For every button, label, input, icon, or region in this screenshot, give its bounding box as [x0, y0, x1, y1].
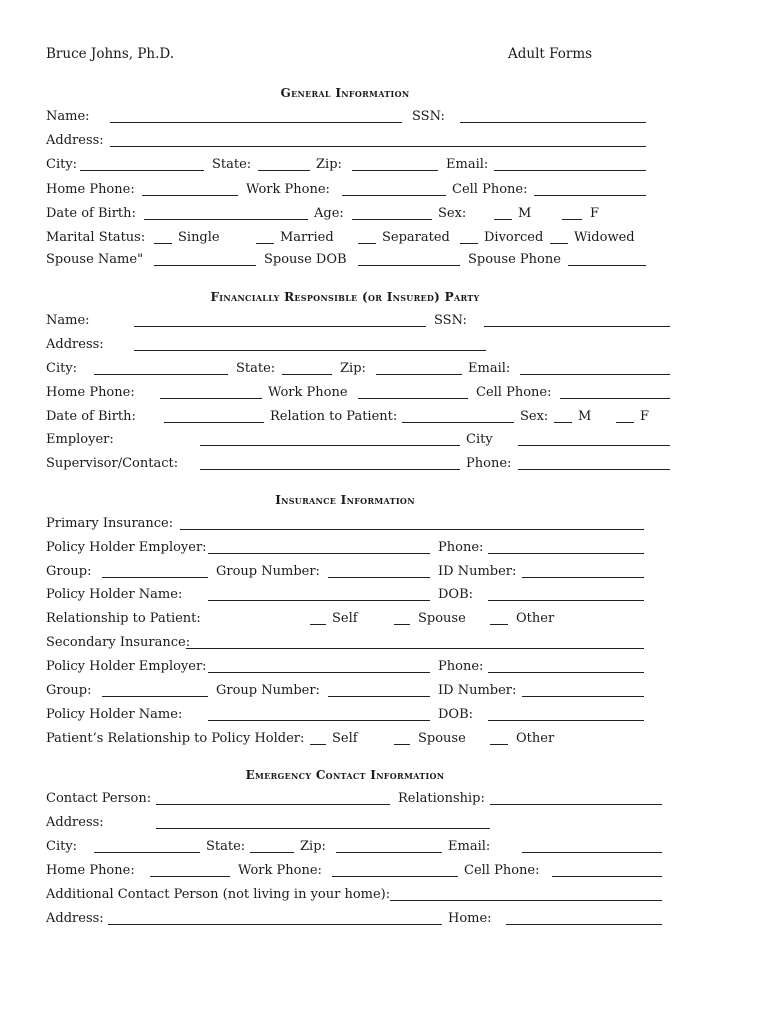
financial-supervisor-row — [46, 453, 670, 475]
contact-address-field[interactable] — [156, 828, 490, 829]
contact-city-field[interactable] — [94, 852, 200, 853]
contact-state-field[interactable] — [250, 852, 294, 853]
fin-sex-m-checkbox[interactable] — [554, 422, 572, 423]
label-fin-home-phone: Home Phone: — [46, 385, 135, 400]
ins-primary-holder-row — [46, 584, 670, 606]
primary-employer-field[interactable] — [208, 553, 430, 554]
secondary-dob-field[interactable] — [488, 720, 644, 721]
label-sex: Sex: — [438, 206, 467, 221]
author-name: Bruce Johns, Ph.D. — [46, 46, 175, 62]
label-fin-ssn: SSN: — [434, 313, 467, 328]
label-fin-address: Address: — [46, 337, 104, 352]
general-address-row — [46, 130, 670, 152]
financial-city-row — [46, 358, 670, 380]
label-fin-sex: Sex: — [520, 409, 549, 424]
label-secondary-self: Self — [332, 731, 358, 746]
primary-group-number-field[interactable] — [328, 577, 430, 578]
contact-relationship-field[interactable] — [490, 804, 662, 805]
general-city-row — [46, 154, 670, 176]
fin-relation-field[interactable] — [402, 422, 514, 423]
label-fin-work-phone: Work Phone — [268, 385, 348, 400]
label-primary-self: Self — [332, 611, 358, 626]
label-primary-id-number: ID Number: — [438, 564, 517, 579]
label-spouse-dob: Spouse DOB — [264, 252, 347, 267]
emergency-phone-row — [46, 860, 670, 882]
marital-single-checkbox[interactable] — [154, 243, 172, 244]
fin-name-field[interactable] — [134, 326, 426, 327]
label-secondary-other: Other — [516, 731, 555, 746]
label-contact-state: State: — [206, 839, 246, 854]
contact-cell-phone-field[interactable] — [552, 876, 662, 877]
primary-group-field[interactable] — [102, 577, 208, 578]
label-contact-home-phone: Home Phone: — [46, 863, 135, 878]
label-name: Name: — [46, 109, 90, 124]
secondary-insurance-field[interactable] — [186, 648, 644, 649]
label-fin-sex-f: F — [640, 409, 650, 424]
emergency-additional-row — [46, 884, 670, 906]
marital-divorced-checkbox[interactable] — [460, 243, 478, 244]
emergency-city-row — [46, 836, 670, 858]
address-field[interactable] — [110, 146, 646, 147]
label-secondary-phone: Phone: — [438, 659, 484, 674]
supervisor-phone-field[interactable] — [518, 469, 670, 470]
label-primary-group-number: Group Number: — [216, 564, 320, 579]
label-city: City: — [46, 157, 78, 172]
ins-primary-employer-row — [46, 537, 670, 559]
ssn-field[interactable] — [460, 122, 646, 123]
ins-secondary-holder-row — [46, 704, 670, 726]
primary-holder-field[interactable] — [208, 600, 430, 601]
contact-home-phone-field[interactable] — [150, 876, 230, 877]
label-supervisor-phone: Phone: — [466, 456, 512, 471]
city-field[interactable] — [80, 170, 204, 171]
label-spouse-phone: Spouse Phone — [468, 252, 561, 267]
label-additional-address: Address: — [46, 911, 104, 926]
fin-ssn-field[interactable] — [484, 326, 670, 327]
cell-phone-field[interactable] — [534, 195, 646, 196]
spouse-dob-field[interactable] — [358, 265, 460, 266]
label-fin-email: Email: — [468, 361, 511, 376]
label-separated: Separated — [382, 230, 450, 245]
fin-dob-field[interactable] — [164, 422, 264, 423]
label-secondary-holder: Policy Holder Name: — [46, 707, 183, 722]
name-field[interactable] — [110, 122, 402, 123]
primary-phone-field[interactable] — [488, 553, 644, 554]
label-primary-employer: Policy Holder Employer: — [46, 540, 207, 555]
secondary-employer-field[interactable] — [208, 672, 430, 673]
label-contact-email: Email: — [448, 839, 491, 854]
label-fin-sex-m: M — [578, 409, 592, 424]
fin-zip-field[interactable] — [376, 374, 462, 375]
age-field[interactable] — [352, 219, 432, 220]
form-title: Adult Forms — [508, 46, 593, 62]
state-field[interactable] — [258, 170, 310, 171]
work-phone-field[interactable] — [342, 195, 446, 196]
label-fin-city: City: — [46, 361, 78, 376]
section-heading-emergency: Emergency Contact Information — [245, 768, 445, 782]
spouse-name-field[interactable] — [154, 265, 256, 266]
marital-separated-checkbox[interactable] — [358, 243, 376, 244]
section-heading-general: General Information — [280, 86, 410, 100]
label-secondary-group: Group: — [46, 683, 92, 698]
label-widowed: Widowed — [574, 230, 635, 245]
label-fin-relation: Relation to Patient: — [270, 409, 398, 424]
secondary-group-field[interactable] — [102, 696, 208, 697]
label-fin-cell-phone: Cell Phone: — [476, 385, 552, 400]
label-additional-home: Home: — [448, 911, 492, 926]
label-age: Age: — [314, 206, 344, 221]
label-secondary-spouse: Spouse — [418, 731, 466, 746]
label-contact-person: Contact Person: — [46, 791, 152, 806]
label-contact-city: City: — [46, 839, 78, 854]
ins-secondary-row — [46, 632, 670, 654]
label-primary-spouse: Spouse — [418, 611, 466, 626]
label-fin-dob: Date of Birth: — [46, 409, 136, 424]
secondary-id-number-field[interactable] — [522, 696, 644, 697]
label-email: Email: — [446, 157, 489, 172]
ins-primary-row — [46, 513, 670, 535]
label-address: Address: — [46, 133, 104, 148]
label-contact-cell-phone: Cell Phone: — [464, 863, 540, 878]
secondary-other-checkbox[interactable] — [490, 744, 508, 745]
label-contact-relationship: Relationship: — [398, 791, 485, 806]
spouse-phone-field[interactable] — [568, 265, 646, 266]
ins-secondary-relationship-row — [46, 728, 670, 750]
label-marital: Marital Status: — [46, 230, 146, 245]
secondary-group-number-field[interactable] — [328, 696, 430, 697]
label-additional-contact: Additional Contact Person (not living in your home): — [46, 887, 391, 902]
label-zip: Zip: — [316, 157, 342, 172]
sex-f-checkbox[interactable] — [562, 219, 582, 220]
primary-spouse-checkbox[interactable] — [394, 624, 410, 625]
general-dob-row — [46, 203, 670, 225]
email-field[interactable] — [494, 170, 646, 171]
label-state: State: — [212, 157, 252, 172]
label-contact-work-phone: Work Phone: — [238, 863, 322, 878]
secondary-self-checkbox[interactable] — [310, 744, 326, 745]
label-primary-insurance: Primary Insurance: — [46, 516, 174, 531]
marital-married-checkbox[interactable] — [256, 243, 274, 244]
primary-insurance-field[interactable] — [180, 529, 644, 530]
label-home-phone: Home Phone: — [46, 182, 135, 197]
section-heading-insurance: Insurance Information — [275, 493, 415, 507]
label-sex-f: F — [590, 206, 600, 221]
home-phone-field[interactable] — [142, 195, 238, 196]
fin-city-field[interactable] — [94, 374, 228, 375]
emergency-address-row — [46, 812, 670, 834]
fin-email-field[interactable] — [520, 374, 670, 375]
label-fin-state: State: — [236, 361, 276, 376]
marital-widowed-checkbox[interactable] — [550, 243, 568, 244]
sex-m-checkbox[interactable] — [494, 219, 512, 220]
primary-other-checkbox[interactable] — [490, 624, 508, 625]
ins-secondary-group-row — [46, 680, 670, 702]
label-secondary-group-number: Group Number: — [216, 683, 320, 698]
financial-name-row — [46, 310, 670, 332]
primary-id-number-field[interactable] — [522, 577, 644, 578]
label-cell-phone: Cell Phone: — [452, 182, 528, 197]
section-heading-financial: Financially Responsible (or Insured) Party — [210, 290, 480, 304]
employer-city-field[interactable] — [518, 445, 670, 446]
general-spouse-row — [46, 249, 670, 271]
secondary-spouse-checkbox[interactable] — [394, 744, 410, 745]
label-patient-relationship: Patient’s Relationship to Policy Holder: — [46, 731, 305, 746]
label-married: Married — [280, 230, 334, 245]
additional-contact-field[interactable] — [390, 900, 662, 901]
primary-dob-field[interactable] — [488, 600, 644, 601]
contact-zip-field[interactable] — [336, 852, 442, 853]
additional-address-field[interactable] — [108, 924, 442, 925]
fin-work-phone-field[interactable] — [358, 398, 468, 399]
label-contact-address: Address: — [46, 815, 104, 830]
label-single: Single — [178, 230, 220, 245]
label-primary-phone: Phone: — [438, 540, 484, 555]
additional-home-field[interactable] — [506, 924, 662, 925]
label-fin-zip: Zip: — [340, 361, 366, 376]
general-name-row — [46, 106, 670, 128]
primary-self-checkbox[interactable] — [310, 624, 326, 625]
emergency-additional-address-row — [46, 908, 670, 930]
financial-address-row — [46, 334, 670, 356]
label-divorced: Divorced — [484, 230, 544, 245]
label-primary-relationship: Relationship to Patient: — [46, 611, 201, 626]
contact-person-field[interactable] — [156, 804, 390, 805]
label-work-phone: Work Phone: — [246, 182, 330, 197]
fin-address-field[interactable] — [134, 350, 486, 351]
secondary-phone-field[interactable] — [488, 672, 644, 673]
label-employer-city: City — [466, 432, 493, 447]
label-spouse-name: Spouse Name" — [46, 252, 144, 267]
financial-employer-row — [46, 429, 670, 451]
label-primary-dob: DOB: — [438, 587, 474, 602]
supervisor-field[interactable] — [200, 469, 460, 470]
label-employer: Employer: — [46, 432, 114, 447]
fin-home-phone-field[interactable] — [160, 398, 262, 399]
label-supervisor: Supervisor/Contact: — [46, 456, 179, 471]
label-dob: Date of Birth: — [46, 206, 136, 221]
contact-email-field[interactable] — [522, 852, 662, 853]
emergency-contact-row — [46, 788, 670, 810]
ins-primary-relationship-row — [46, 608, 670, 630]
secondary-holder-field[interactable] — [208, 720, 430, 721]
zip-field[interactable] — [352, 170, 438, 171]
label-secondary-employer: Policy Holder Employer: — [46, 659, 207, 674]
label-primary-group: Group: — [46, 564, 92, 579]
employer-field[interactable] — [200, 445, 460, 446]
ins-secondary-employer-row — [46, 656, 670, 678]
fin-state-field[interactable] — [282, 374, 332, 375]
dob-field[interactable] — [144, 219, 308, 220]
label-secondary-dob: DOB: — [438, 707, 474, 722]
contact-work-phone-field[interactable] — [332, 876, 458, 877]
label-secondary-id-number: ID Number: — [438, 683, 517, 698]
fin-cell-phone-field[interactable] — [560, 398, 670, 399]
ins-primary-group-row — [46, 561, 670, 583]
label-primary-holder: Policy Holder Name: — [46, 587, 183, 602]
label-ssn: SSN: — [412, 109, 445, 124]
fin-sex-f-checkbox[interactable] — [616, 422, 634, 423]
general-marital-row — [46, 227, 670, 249]
financial-phone-row — [46, 382, 670, 404]
general-phone-row — [46, 179, 670, 201]
label-primary-other: Other — [516, 611, 555, 626]
financial-dob-row — [46, 406, 670, 428]
label-contact-zip: Zip: — [300, 839, 326, 854]
label-sex-m: M — [518, 206, 532, 221]
label-secondary-insurance: Secondary Insurance: — [46, 635, 191, 650]
label-fin-name: Name: — [46, 313, 90, 328]
